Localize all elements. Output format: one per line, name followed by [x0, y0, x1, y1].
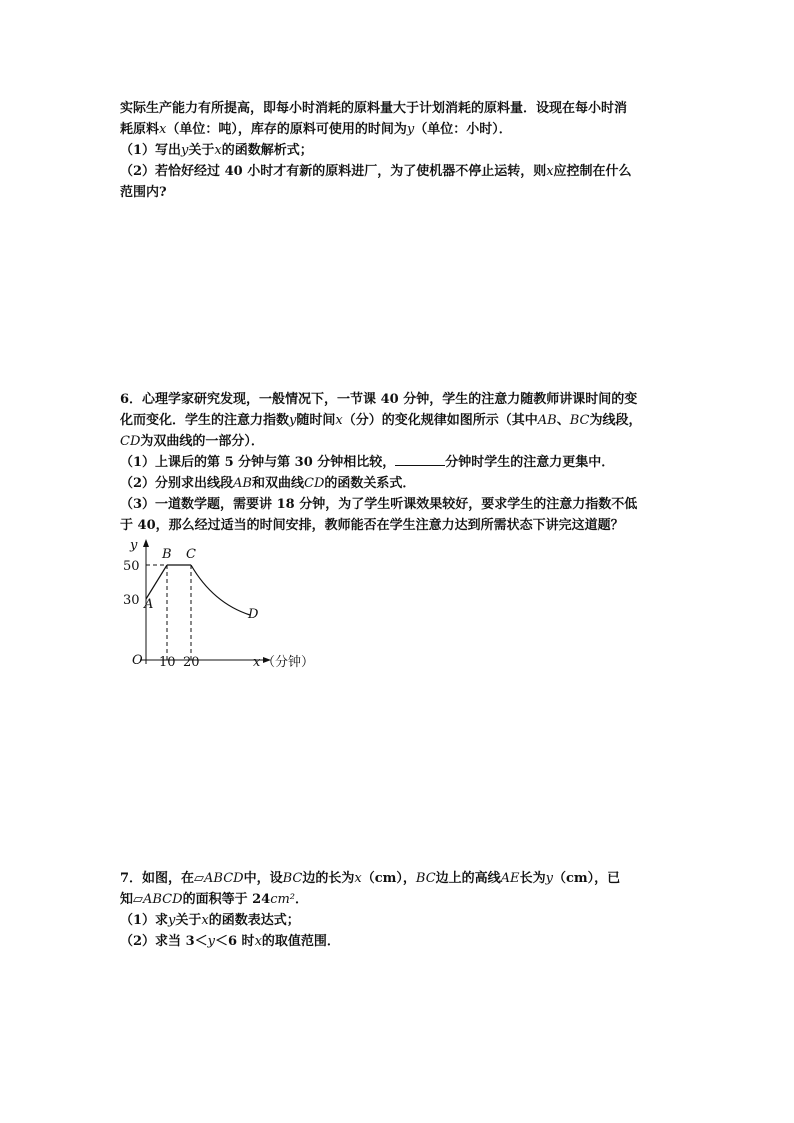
point-c-label: C — [186, 547, 196, 562]
question-6 — [120, 389, 680, 536]
q6-part-2: （2）分别求出线段AB和双曲线CD的函数关系式． — [120, 476, 416, 491]
q6-line-1: 6．心理学家研究发现，一般情况下，一节课 40 分钟，学生的注意力随教师讲课时间的变 — [120, 392, 638, 407]
x-tick-20: 20 — [183, 655, 200, 670]
y-axis-arrow-icon — [143, 539, 149, 547]
curve-cd — [191, 565, 250, 615]
q5-part-2-cont: 范围内? — [120, 185, 167, 200]
segment-ab — [146, 565, 167, 599]
attention-graph — [118, 536, 338, 676]
y-tick-30: 30 — [123, 593, 140, 608]
q6-line-3: CD为双曲线的一部分）． — [120, 434, 264, 449]
q6-line-2: 化而变化．学生的注意力指数y随时间x（分）的变化规律如图所示（其中AB、BC为线段， — [120, 413, 642, 428]
q6-part-1: （1）上课后的第 5 分钟与第 30 分钟相比较， 分钟时学生的注意力更集中． — [120, 455, 615, 470]
answer-blank[interactable] — [395, 453, 445, 466]
q5-part-2: （2）若恰好经过 40 小时才有新的原料进厂，为了使机器不停止运转，则x应控制在什么 — [120, 164, 632, 179]
q5-line-1: 实际生产能力有所提高，即每小时消耗的原料量大于计划消耗的原料量．设现在每小时消 — [120, 101, 628, 116]
question-7 — [120, 868, 680, 952]
x-axis-unit: （分钟） — [262, 655, 315, 670]
q5-line-2: 耗原料x（单位：吨），库存的原料可使用的时间为y（单位：小时）． — [120, 122, 512, 137]
q7-line-1: 7．如图，在▱ABCD中，设BC边的长为x（cm），BC边上的高线AE长为y（cm），已 — [120, 871, 621, 886]
q7-part-1: （1）求y关于x的函数表达式； — [120, 913, 300, 928]
q5-part-1: （1）写出y关于x的函数解析式； — [120, 143, 313, 158]
x-axis-label: x — [253, 655, 261, 670]
q6-part-3-cont: 于 40，那么经过适当的时间安排，教师能否在学生注意力达到所需状态下讲完这道题？ — [120, 518, 624, 533]
x-tick-10: 10 — [159, 655, 176, 670]
question-5 — [120, 98, 680, 203]
q6-part-3: （3）一道数学题，需要讲 18 分钟，为了学生听课效果较好，要求学生的注意力指数不低 — [120, 497, 638, 512]
origin-label: O — [132, 653, 143, 668]
point-b-label: B — [162, 547, 172, 562]
y-axis-label: y — [130, 538, 138, 553]
y-tick-50: 50 — [123, 559, 140, 574]
q7-line-2: 知▱ABCD的面积等于 24cm²． — [120, 892, 309, 907]
q7-part-2: （2）求当 3＜y＜6 时x的取值范围． — [120, 934, 340, 949]
point-a-label: A — [144, 597, 154, 612]
point-d-label: D — [248, 607, 259, 622]
